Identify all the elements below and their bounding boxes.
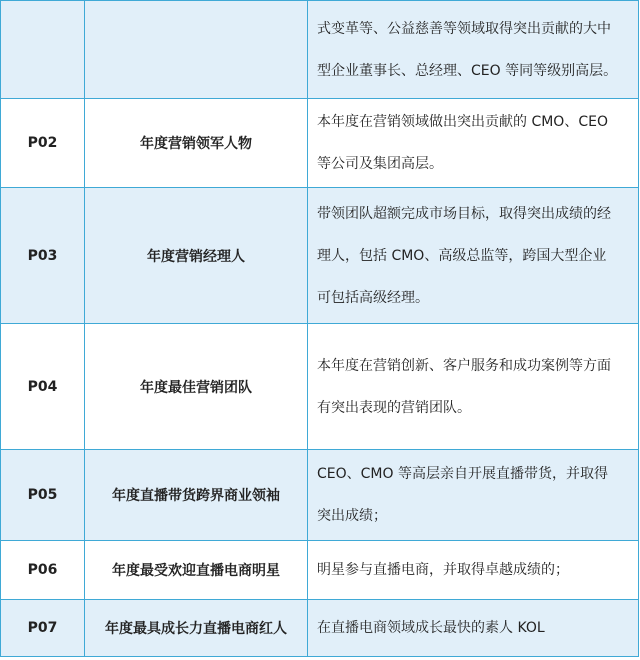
award-description xyxy=(308,99,639,188)
award-name: 年度最佳营销团队 xyxy=(85,324,308,450)
table-row xyxy=(1,1,639,99)
table-row xyxy=(1,541,639,600)
award-name: 年度营销经理人 xyxy=(85,188,308,324)
description-line: 突出成绩； xyxy=(317,508,387,524)
table-row xyxy=(1,600,639,657)
award-code: P03 xyxy=(1,188,85,324)
award-code: P07 xyxy=(1,600,85,657)
award-code: P04 xyxy=(1,324,85,450)
description-line: 理人，包括 CMO、高级总监等，跨国大型企业 xyxy=(317,247,607,264)
award-description xyxy=(308,188,639,324)
description-line: 等公司及集团高层。 xyxy=(317,156,443,172)
description-line: 带领团队超额完成市场目标，取得突出成绩的经 xyxy=(317,205,611,222)
table-row xyxy=(1,450,639,541)
award-description xyxy=(308,1,639,99)
award-name: 年度直播带货跨界商业领袖 xyxy=(85,450,308,541)
award-description xyxy=(308,600,639,657)
description-line: 有突出表现的营销团队。 xyxy=(317,399,471,416)
award-code: P02 xyxy=(1,99,85,188)
award-description xyxy=(308,324,639,450)
table-row xyxy=(1,324,639,450)
award-description xyxy=(308,450,639,541)
award-code: P06 xyxy=(1,541,85,600)
description-line: 可包括高级经理。 xyxy=(317,289,429,306)
description-line: 明星参与直播电商，并取得卓越成绩的； xyxy=(317,562,569,578)
award-code: P05 xyxy=(1,450,85,541)
award-name: 年度营销领军人物 xyxy=(85,99,308,188)
award-description xyxy=(308,541,639,600)
table-row xyxy=(1,99,639,188)
description-line: 型企业董事长、总经理、CEO 等同等级别高层。 xyxy=(317,62,618,79)
description-line: 式变革等、公益慈善等领域取得突出贡献的大中 xyxy=(317,20,611,37)
description-line: 本年度在营销创新、客户服务和成功案例等方面 xyxy=(317,357,611,374)
award-name: 年度最受欢迎直播电商明星 xyxy=(85,541,308,600)
award-code xyxy=(1,1,85,99)
description-line: CEO、CMO 等高层亲自开展直播带货，并取得 xyxy=(317,466,608,482)
table-row xyxy=(1,188,639,324)
description-line: 本年度在营销领域做出突出贡献的 CMO、CEO xyxy=(317,114,608,130)
description-line: 在直播电商领域成长最快的素人 KOL xyxy=(317,620,545,636)
award-name xyxy=(85,1,308,99)
award-name: 年度最具成长力直播电商红人 xyxy=(85,600,308,657)
